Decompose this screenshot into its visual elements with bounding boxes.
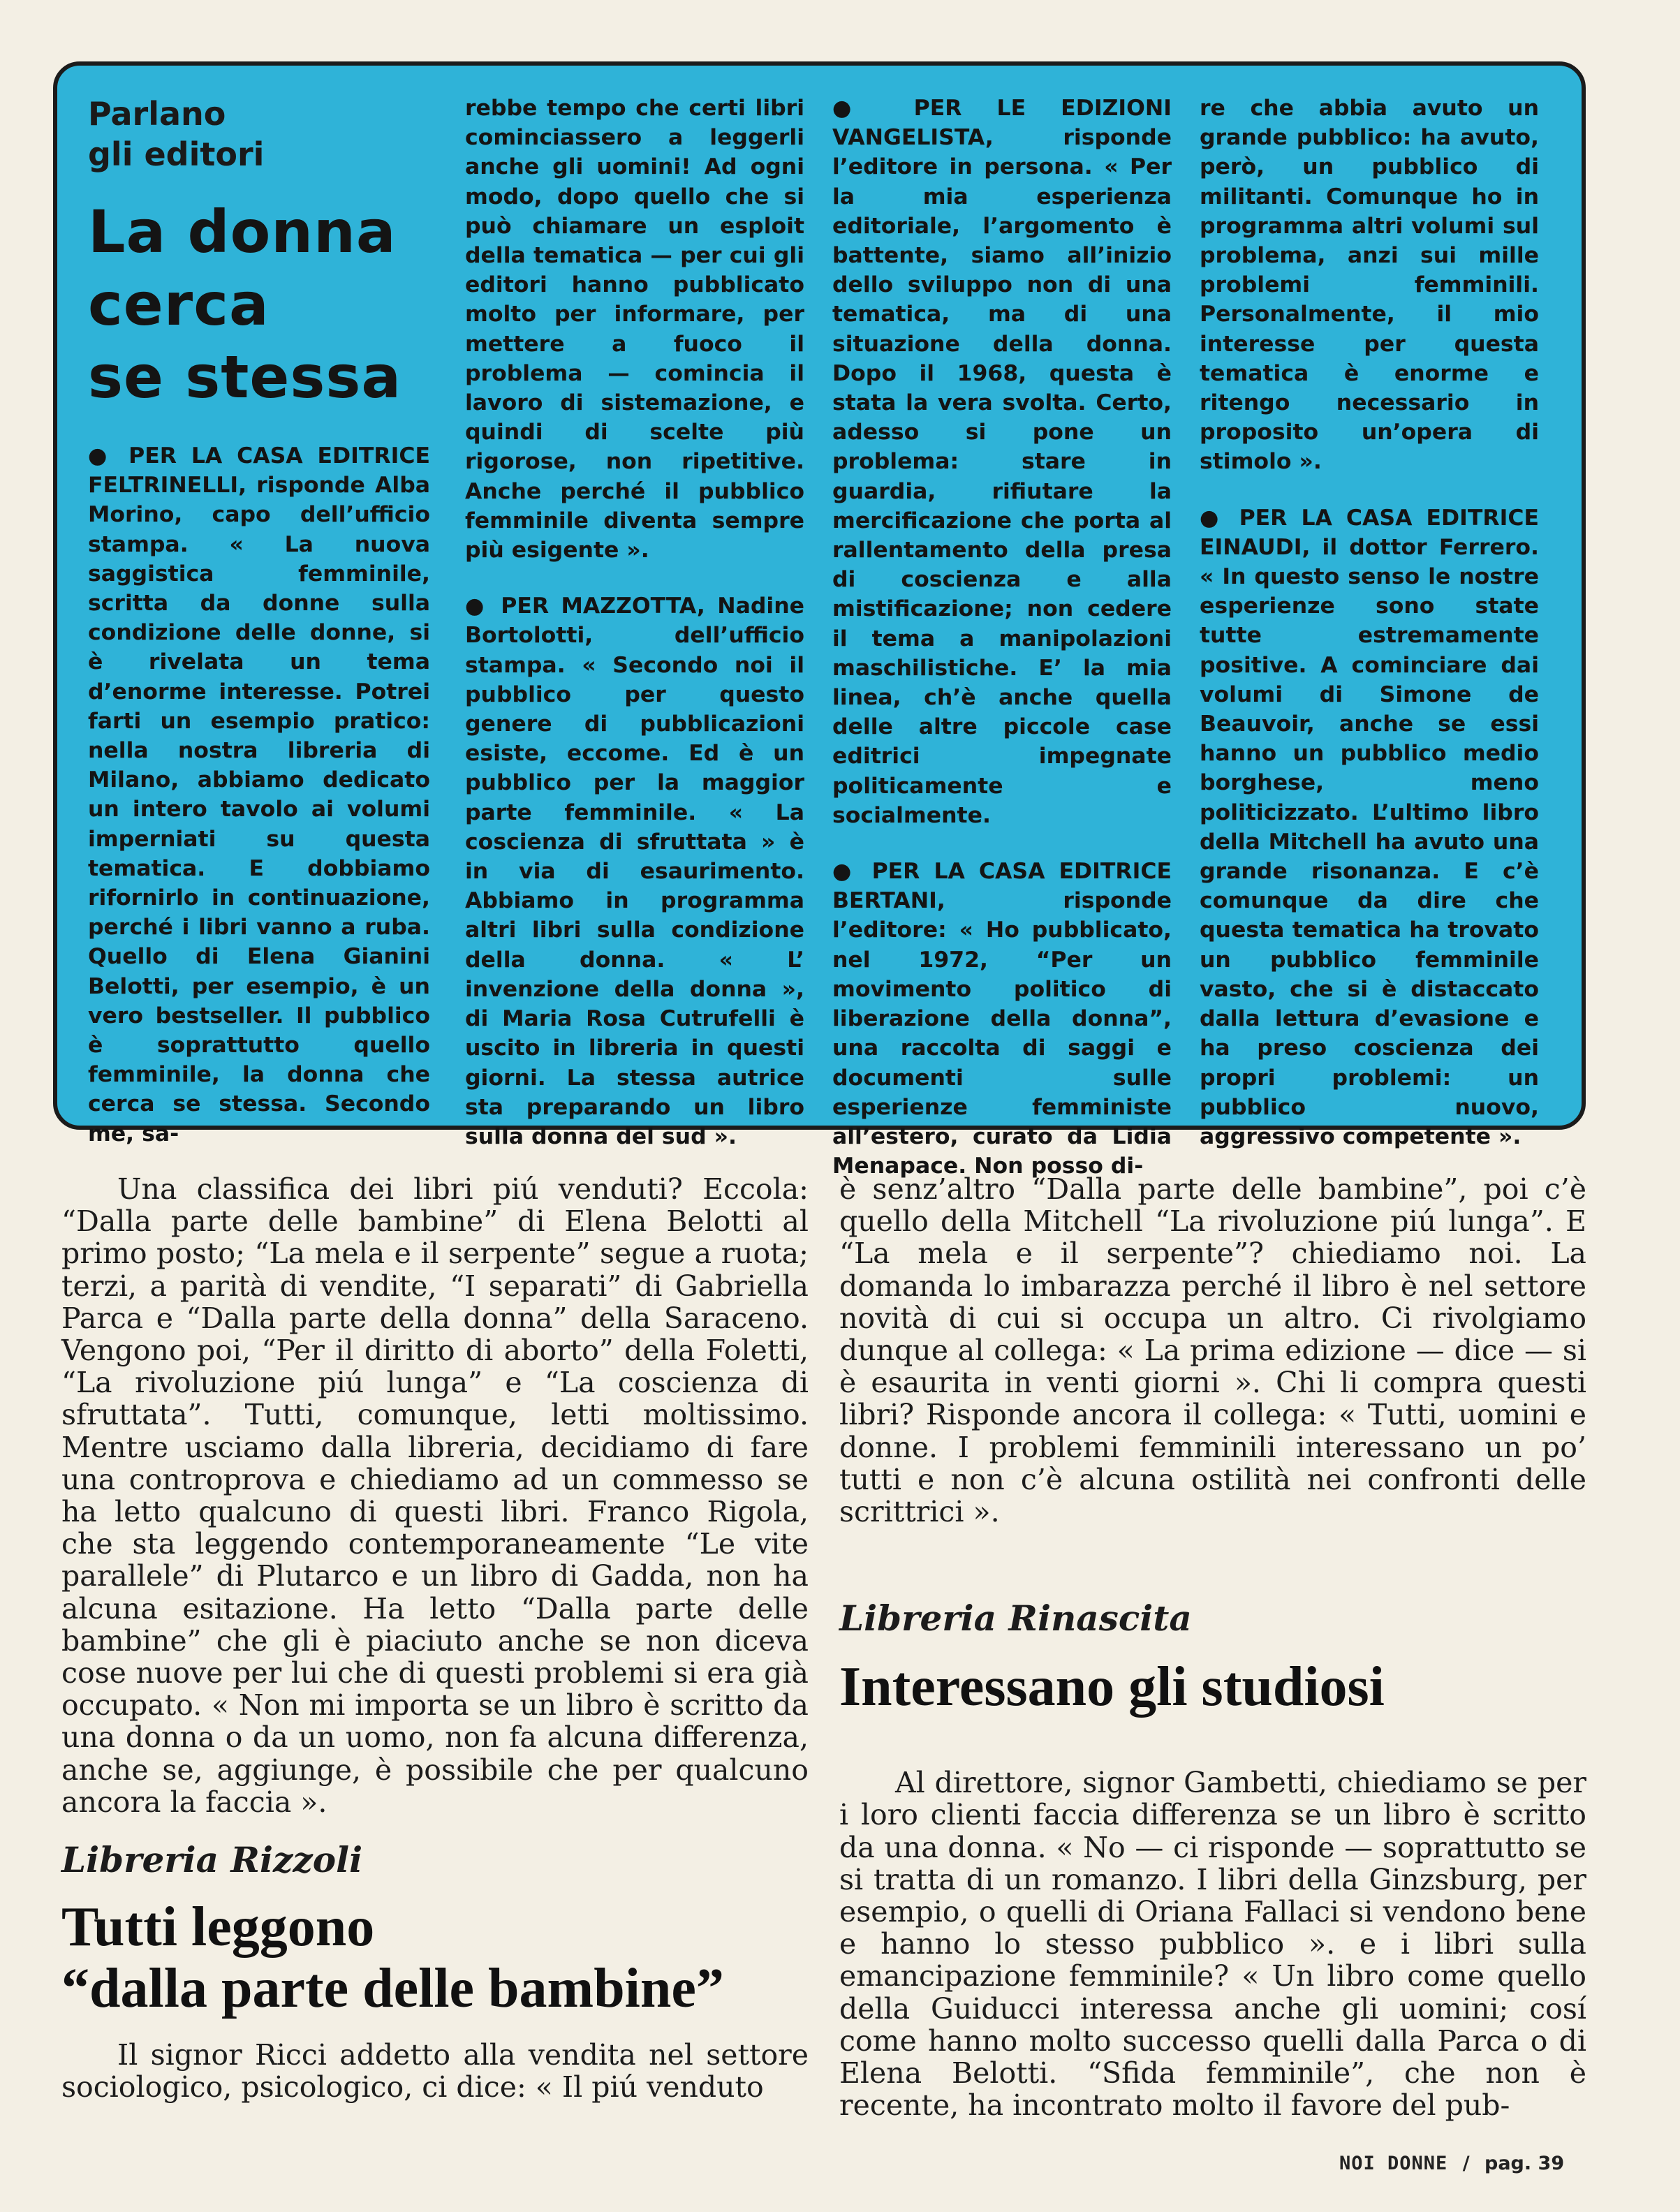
page-number: pag. 39 <box>1484 2153 1565 2174</box>
body-paragraph: Al direttore, signor Gambetti, chiediamo se per i loro clienti faccia differenza se un libro è scritto da una donna. « No — ci risponde — soprattutto se si tratta di un romanzo. I libri della Ginzsburg, per esempio, o quelli di Oriana Fallaci si vendono bene e hanno lo stesso pubblico ». e i libri sulla emancipazione femminile? « Un libro come quello della Guiducci interessa anche gli uomini; cosí come hanno molto successo quelli dalla Parca o di Elena Belotti. “Sfida femminile”, che non è recente, ha incontrato molto il favore del pub- <box>839 1766 1586 2123</box>
sidebar-column-1 <box>88 94 430 1149</box>
sidebar-paragraph: ● PER MAZZOTTA, Nadine Bortolotti, dell’ufficio stampa. « Secondo noi il pubblico per questo genere di pubblicazioni esiste, eccome. Ed è un pubblico per la maggior parte femminile. « La coscienza di sfruttata » è in via di esaurimento. Abbiamo in programma altri libri sulla condizione della donna. « L’ invenzione della donna », di Maria Rosa Cutrufelli è uscito in libreria in questi giorni. La stessa autrice sta preparando un libro sulla donna del sud ». <box>465 593 804 1149</box>
sidebar-paragraph: rebbe tempo che certi libri cominciassero a leggerli anche gli uomini! Ad ogni modo, dopo quello che si può chiamare un esploit della tematica — per cui gli editori hanno pubblicato molto per informare, per mettere a fuoco il problema — comincia il lavoro di sistemazione, e quindi di scelte più rigorose, non ripetitive. Anche perché il pubblico femminile diventa sempre più esigente ». <box>465 96 804 563</box>
sidebar-column-3 <box>832 94 1172 1181</box>
headline-rinascita: Interessano gli studiosi <box>839 1656 1385 1718</box>
sidebar-paragraph: re che abbia avuto un grande pubblico: ha avuto, però, un pubblico di militanti. Comunque ho in programma altri volumi sul problema, anzi sui mille problemi femminili. Personalmente, il mio interesse per questa tematica è enorme e ritengo necessario in proposito un’opera di stimolo ». <box>1200 96 1539 475</box>
sidebar-paragraph: ● PER LE EDIZIONI VANGELISTA, risponde l’editore in persona. « Per la mia esperienza editoriale, l’argomento è battente, siamo all’inizio dello sviluppo non di una tematica, ma di una situazione della donna. Dopo il 1968, questa è stata la vera svolta. Certo, adesso si pone un problema: stare in guardia, rifiutare la mercificazione che porta al rallentamento della presa di coscienza e alla mistificazione; non cedere il tema a manipolazioni maschilistiche. E’ la mia linea, ch’è anche quella delle altre piccole case editrici impegnate politicamente e socialmente. <box>832 96 1172 828</box>
intro-paragraph: Una classifica dei libri piú venduti? Eccola: “Dalla parte delle bambine” di Elena Belotti al primo posto; “La mela e il serpente” segue a ruota; terzi, a parità di vendite, “I separati” di Gabriella Parca e “Dalla parte della donna” della Saraceno. Vengono poi, “Per il diritto di aborto” della Foletti, “La rivoluzione piú lunga” e “La coscienza di sfruttata”. Tutti, comunque, letti moltissimo. Mentre usciamo dalla libreria, decidiamo di fare una controprova e chiediamo ad un commesso se ha letto qualcuno di questi libri. Franco Rigola, che sta leggendo contemporaneamente “Le vite parallele” di Plutarco e un libro di Gadda, non ha alcuna esitazione. Ha letto “Dalla parte delle bambine” che gli è piaciuto anche se non diceva cose nuove per lui che di questi problemi si era già occupato. « Non mi importa se un libro è scritto da una donna o da un uomo, non fa alcuna differenza, anche se, aggiunge, è possibile che per qualcuno ancora la faccia ». <box>61 1172 809 1819</box>
sidebar-box <box>53 61 1586 1179</box>
section-label-rinascita: Libreria Rinascita <box>839 1598 1192 1639</box>
right-column <box>839 1173 1586 2121</box>
footer-separator: / <box>1462 2153 1470 2174</box>
sidebar-kicker: Parlano gli editori <box>88 95 265 173</box>
sidebar-paragraph: ● PER LA CASA EDITRICE BERTANI, risponde l’editore: « Ho pubblicato, nel 1972, “Per un movimento politico di liberazione della donna”, una raccolta di saggi e documenti sulle esperienze femministe all’estero, curato da Lidia Menapace. Non posso di- <box>832 859 1172 1179</box>
sidebar-paragraph: ● PER LA CASA EDITRICE EINAUDI, il dottor Ferrero. « In questo senso le nostre esperienze sono state tutte estremamente positive. A cominciare dai volumi di Simone de Beauvoir, anche se essi hanno un pubblico medio borghese, meno politicizzato. L’ultimo libro della Mitchell ha avuto una grande risonanza. E c’è comunque da dire che questa tematica ha trovato un pubblico femminile vasto, che si è distaccato dalla lettura d’evasione e ha preso coscienza dei propri problemi: un pubblico nuovo, aggressivo competente ». <box>1200 505 1539 1149</box>
body-paragraph: Il signor Ricci addetto alla vendita nel settore sociologico, psicologico, ci dice: « Il piú venduto <box>61 2038 809 2104</box>
left-column <box>61 1173 809 2103</box>
body-paragraph: è senz’altro “Dalla parte delle bambine”, poi c’è quello della Mitchell “La rivoluzione piú lunga”. E “La mela e il serpente”? chiediamo noi. La domanda lo imbarazza perché il libro è nel settore novità di cui si occupa un altro. Ci rivolgiamo dunque al collega: « La prima edizione — dice — si è esaurita in venti giorni ». Chi li compra questi libri? Risponde ancora il collega: « Tutti, uomini e donne. I problemi femminili interessano un po’ tutti e non c’è alcuna ostilità nei confronti delle scrittrici ». <box>839 1172 1586 1529</box>
sidebar-column-4 <box>1200 94 1539 1151</box>
sidebar-title: La donna cerca se stessa <box>88 198 402 411</box>
section-label-rizzoli: Libreria Rizzoli <box>61 1839 363 1881</box>
page-footer <box>1339 2153 1633 2174</box>
headline-rizzoli: Tutti leggono “dalla parte delle bambine” <box>61 1896 724 2020</box>
sidebar-column-2 <box>465 94 804 1151</box>
magazine-name: NOI DONNE <box>1339 2153 1448 2174</box>
sidebar-paragraph: ● PER LA CASA EDITRICE FELTRINELLI, risponde Alba Morino, capo dell’ufficio stampa. « La nuova saggistica femminile, scritta da donne sulla condizione delle donne, si è rivelata un tema d’enorme interesse. Potrei farti un esempio pratico: nella nostra libreria di Milano, abbiamo dedicato un intero tavolo ai volumi imperniati su questa tematica. E dobbiamo rifornirlo in continuazione, perché i libri vanno a ruba. Quello di Elena Gianini Belotti, per esempio, è un vero bestseller. Il pubblico è soprattutto quello femminile, la donna che cerca se stessa. Secondo me, sa- <box>88 443 430 1146</box>
